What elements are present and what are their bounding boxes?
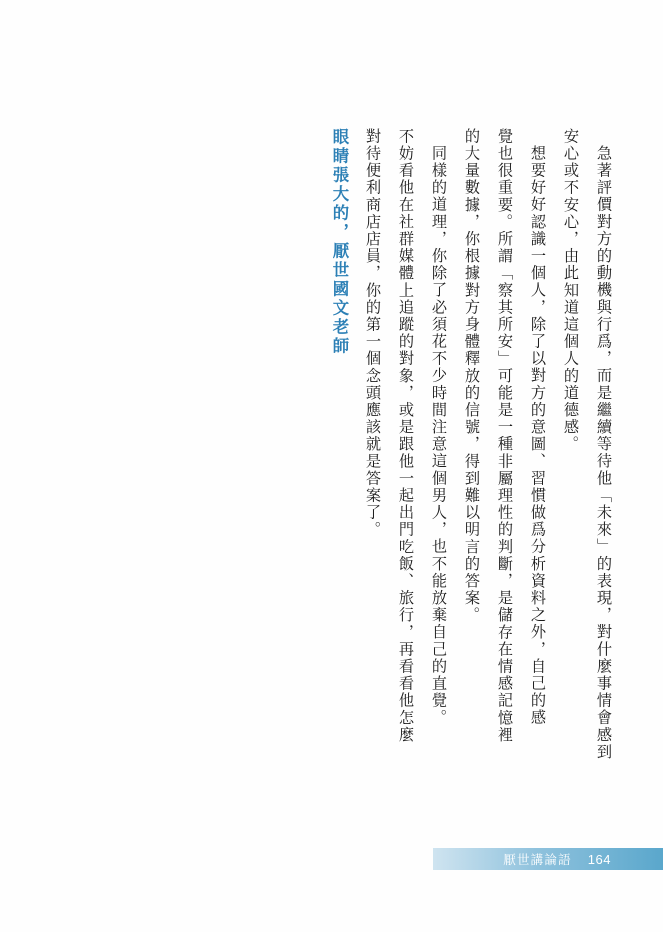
vertical-text-body xyxy=(52,128,611,828)
text-column: 的大量數據，你根據對方身體釋放的信號，得到難以明言的答案。 xyxy=(463,128,481,624)
text-column: 同樣的道理，你除了必須花不少時間注意這個男人，也不能放棄自己的直覺。 xyxy=(430,145,448,727)
text-column: 不妨看他在社群媒體上追蹤的對象，或是跟他一起出門吃飯、旅行，再看看他怎麼 xyxy=(397,128,415,744)
book-title: 厭世講論語 xyxy=(503,852,572,867)
text-column: 安心或不安心，由此知道這個人的道德感。 xyxy=(562,128,580,453)
page-footer xyxy=(503,848,611,870)
text-column: 想要好好認識一個人，除了以對方的意圖、習慣做爲分析資料之外，自己的感 xyxy=(529,145,547,727)
page-number: 164 xyxy=(587,851,611,867)
author-signature-line: 眼睛張大的，厭世國文老師 xyxy=(330,128,349,356)
text-column: 覺也很重要。所謂「察其所安」可能是一種非屬理性的判斷，是儲存在情感記憶裡 xyxy=(496,128,514,744)
text-column: 對待便利商店店員，你的第一個念頭應該就是答案了。 xyxy=(364,128,382,539)
text-column: 急著評價對方的動機與行爲，而是繼續等待他「未來」的表現，對什麼事情會感到 xyxy=(595,145,613,761)
